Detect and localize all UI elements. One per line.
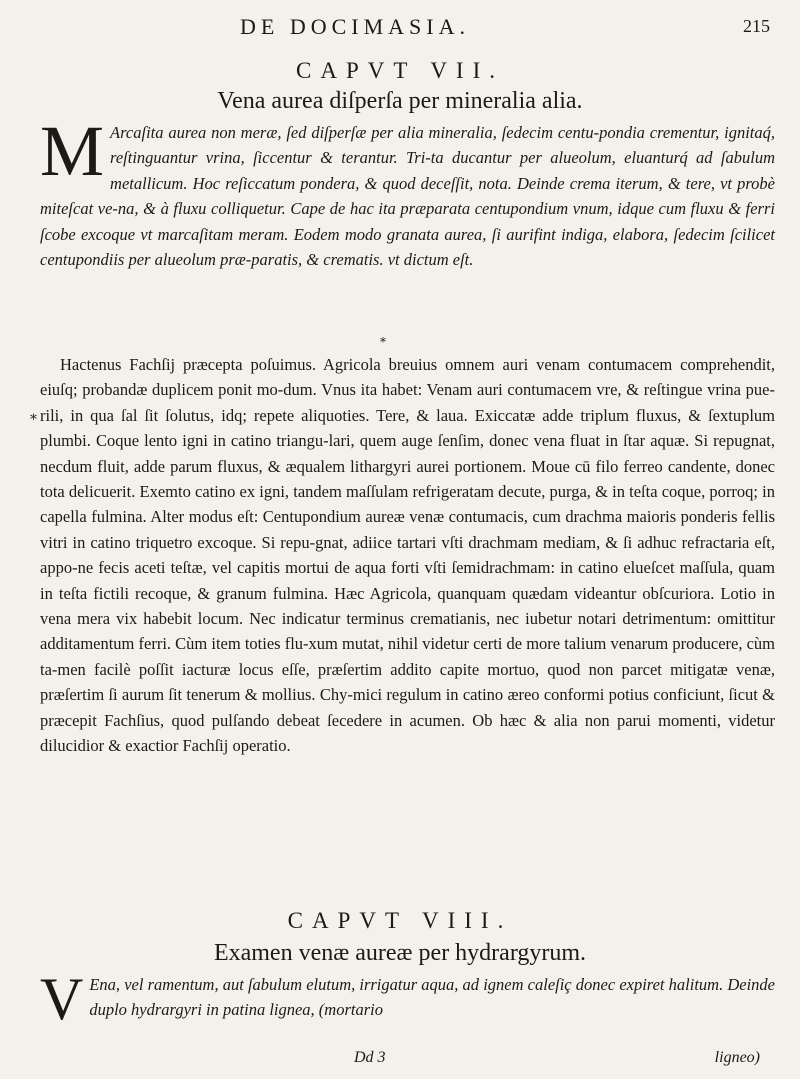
- dropcap-m: M: [40, 111, 105, 191]
- chapter-7-italic-text: Arcaſita aurea non meræ, ſed diſperſæ per alia mineralia, ſedecim centu-pondia crementur, ignitaq́, reſtinguantur vrina, ſiccentur & terantur. Tri-ta ducantur per alueolum, eluanturq́ ad ſabulum metallicum. Hoc reſiccatum pondera, & quod deceſſit, nota. Deinde crema iterum, & tere, vt probè miteſcat ve-na, & à fluxu colliquetur. Cape de hac ita præparata centupondium vnum, idque cum fluxu & ferri ſcobe excoque vt marcaſitam meram. Eodem modo granata aurea, ſi aurifint indiga, elabora, ſedecim ſcilicet centupondiis per alueolum præ-paratis, & crematis. vt dictum eſt.: [40, 123, 775, 270]
- ornament-mark: *: [380, 335, 386, 349]
- chapter-7-italic-paragraph: [40, 111, 775, 272]
- chapter-8-italic-paragraph: [40, 966, 775, 1032]
- chapter-8-title: Examen venæ aureæ per hydrargyrum.: [213, 940, 587, 966]
- margin-asterisk: *: [30, 412, 37, 428]
- dropcap-v: V: [40, 966, 84, 1032]
- signature-mark: Dd 3: [354, 1049, 386, 1066]
- chapter-7-title: Vena aurea diſperſa per mineralia alia.: [217, 88, 583, 114]
- chapter-8-heading: CAPVT VIII.: [287, 908, 513, 933]
- chapter-7-heading: CAPVT VII.: [296, 58, 504, 83]
- running-head: [0, 6, 800, 42]
- chapter-7-commentary: [40, 352, 775, 759]
- chapter-7-commentary-text: Hactenus Fachſij præcepta poſuimus. Agricola breuius omnem auri venam contumacem comprehendit, eiuſq; probandæ duplicem ponit mo-dum. Vnus ita habet: Venam auri contumacem vre, & reſtingue vrina pue-rili, in qua ſal ſit ſolutus, idq; repete aliquoties. Tere, & laua. Exiccatæ adde triplum fluxus, & ſextuplum plumbi. Coque lento igni in catino triangu-lari, quem auge ſenſim, donec vena fluat in ſtar aquæ. Si repugnat, necdum fluit, adde parum fluxus, & æqualem lithargyri aurei portionem. Moue cū filo ferreo candente, donec tota delicuerit. Exemto catino ex igni, tandem maſſulam refrigeratam decute, purga, & in teſta coque, porroq; in capella fulmina. Alter modus eſt: Centupondium aureæ venæ contumacis, cum drachma maioris ponderis fellis vitri in catino triquetro excoque. Si repu-gnat, adiice tartari vſti drachmam mediam, & ſi adhuc refractaria eſt, appo-ne fecis aceti teſtæ, vel capitis mortui de aqua forti vſti ſemidrachmam: in catino elueſcet maſſula, quam in teſta fictili recoque, & granum fulmina. Hæc Agricola, quanquam quædam videantur obſcuriora. Lotio in vena mera vix habebit locum. Nec indicatur terminus crematianis, nec iubetur notari detrimentum: omittitur additamentum ferri. Cùm item toties flu-xum mutat, nihil videtur certi de more talium venarum producere, cùm ta-men facilè poſſit iacturæ locus eſſe, præſertim addito capite mortuo, quod non parcet mitigatæ venæ, præſertim ſi aurum ſit tenerum & mollius. Chy-mici regulum in catino æreo conformi potius conficiunt, ſicut & præcepit Fachſius, quod pulſando debeat ſecedere in acumen. Ob hæc & alia non parui momenti, videtur dilucidior & exactior Fachſij operatio.: [40, 355, 775, 756]
- running-title: DE DOCIMASIA.: [240, 14, 470, 39]
- page-number: 215: [743, 16, 770, 36]
- catchword: ligneo): [714, 1049, 760, 1066]
- chapter-8-italic-text: Ena, vel ramentum, aut ſabulum elutum, irrigatur aqua, ad ignem caleſiç donec expiret halitum. Deinde duplo hydrargyri in patina lignea, (mortario: [89, 975, 775, 1020]
